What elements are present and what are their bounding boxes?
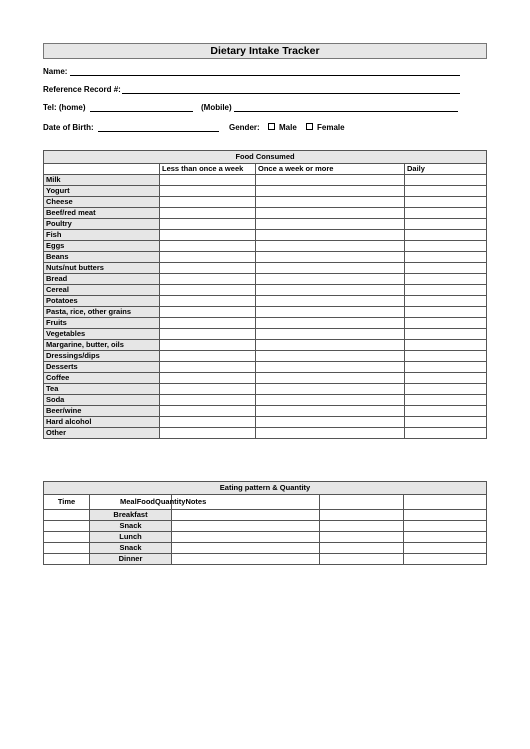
frequency-cell[interactable] — [160, 252, 256, 263]
frequency-cell[interactable] — [160, 208, 256, 219]
female-label: Female — [317, 123, 345, 132]
frequency-cell[interactable] — [405, 186, 487, 197]
food-row-label: Eggs — [44, 241, 160, 252]
frequency-cell[interactable] — [405, 252, 487, 263]
meal-food-quantity-notes-header — [90, 495, 207, 510]
frequency-cell[interactable] — [256, 428, 405, 439]
frequency-cell[interactable] — [160, 417, 256, 428]
column-header: Daily — [405, 164, 487, 175]
frequency-cell[interactable] — [405, 230, 487, 241]
table-row — [44, 252, 487, 263]
mobile-label: (Mobile) — [201, 103, 232, 112]
frequency-cell[interactable] — [405, 208, 487, 219]
column-header: Food — [136, 497, 156, 506]
frequency-cell[interactable] — [256, 197, 405, 208]
food-row-label: Milk — [44, 175, 160, 186]
table-row — [44, 417, 487, 428]
food-row-label: Yogurt — [44, 186, 160, 197]
frequency-cell[interactable] — [160, 329, 256, 340]
table-row — [44, 532, 487, 543]
frequency-cell[interactable] — [256, 351, 405, 362]
reference-label: Reference Record #: — [43, 85, 121, 94]
time-cell[interactable] — [44, 554, 90, 565]
food-row-label: Fruits — [44, 318, 160, 329]
table-row — [44, 510, 487, 521]
table-row — [44, 186, 487, 197]
food-row-label: Vegetables — [44, 329, 160, 340]
frequency-cell[interactable] — [160, 406, 256, 417]
table-row — [44, 373, 487, 384]
female-option[interactable] — [306, 123, 345, 133]
frequency-cell[interactable] — [160, 263, 256, 274]
frequency-cell[interactable] — [256, 417, 405, 428]
food-row-label: Beans — [44, 252, 160, 263]
entry-cell[interactable] — [320, 554, 404, 565]
frequency-cell[interactable] — [256, 373, 405, 384]
food-row-label: Beer/wine — [44, 406, 160, 417]
eating-pattern-table — [43, 481, 487, 565]
frequency-cell[interactable] — [160, 230, 256, 241]
frequency-cell[interactable] — [405, 285, 487, 296]
frequency-cell[interactable] — [160, 340, 256, 351]
column-header: Once a week or more — [256, 164, 405, 175]
frequency-cell[interactable] — [405, 329, 487, 340]
frequency-cell[interactable] — [160, 362, 256, 373]
tel-home-field[interactable] — [90, 111, 193, 112]
header-blank — [320, 495, 404, 510]
meal-label: Snack — [90, 543, 172, 554]
food-row-label: Fish — [44, 230, 160, 241]
frequency-cell[interactable] — [405, 274, 487, 285]
frequency-cell[interactable] — [405, 395, 487, 406]
food-row-label: Pasta, rice, other grains — [44, 307, 160, 318]
entry-cell[interactable] — [172, 554, 320, 565]
frequency-cell[interactable] — [160, 241, 256, 252]
entry-cell[interactable] — [172, 510, 320, 521]
table-row — [44, 219, 487, 230]
frequency-cell[interactable] — [405, 417, 487, 428]
table-row — [44, 285, 487, 296]
table-row — [44, 362, 487, 373]
table-row — [44, 406, 487, 417]
frequency-cell[interactable] — [160, 175, 256, 186]
table-row — [44, 351, 487, 362]
entry-cell[interactable] — [320, 543, 404, 554]
table-row — [44, 296, 487, 307]
dob-field[interactable] — [98, 131, 219, 132]
table-row — [44, 208, 487, 219]
entry-cell[interactable] — [172, 543, 320, 554]
food-row-label: Beef/red meat — [44, 208, 160, 219]
frequency-cell[interactable] — [405, 318, 487, 329]
frequency-cell[interactable] — [256, 329, 405, 340]
entry-cell[interactable] — [172, 532, 320, 543]
table-row — [44, 318, 487, 329]
frequency-cell[interactable] — [160, 197, 256, 208]
frequency-cell[interactable] — [256, 252, 405, 263]
frequency-cell[interactable] — [256, 318, 405, 329]
table-row — [44, 543, 487, 554]
column-header: Time — [44, 495, 90, 510]
food-table-caption: Food Consumed — [44, 151, 487, 164]
food-row-label: Cheese — [44, 197, 160, 208]
frequency-cell[interactable] — [405, 373, 487, 384]
entry-cell[interactable] — [320, 521, 404, 532]
entry-cell[interactable] — [404, 510, 487, 521]
frequency-cell[interactable] — [160, 186, 256, 197]
food-row-label: Coffee — [44, 373, 160, 384]
table-row — [44, 428, 487, 439]
frequency-cell[interactable] — [160, 219, 256, 230]
frequency-cell[interactable] — [256, 208, 405, 219]
frequency-cell[interactable] — [160, 307, 256, 318]
table-row — [44, 554, 487, 565]
frequency-cell[interactable] — [256, 241, 405, 252]
frequency-cell[interactable] — [160, 285, 256, 296]
frequency-cell[interactable] — [160, 351, 256, 362]
female-checkbox-icon[interactable] — [306, 123, 313, 130]
frequency-cell[interactable] — [256, 230, 405, 241]
frequency-cell[interactable] — [160, 296, 256, 307]
eating-table-caption: Eating pattern & Quantity — [44, 482, 487, 495]
table-row — [44, 329, 487, 340]
tel-home-label: Tel: (home) — [43, 103, 86, 112]
food-row-label: Dressings/dips — [44, 351, 160, 362]
food-row-label: Other — [44, 428, 160, 439]
meal-label: Dinner — [90, 554, 172, 565]
table-row — [44, 307, 487, 318]
table-row — [44, 274, 487, 285]
frequency-cell[interactable] — [405, 362, 487, 373]
header-blank — [404, 495, 487, 510]
meal-label: Lunch — [90, 532, 172, 543]
male-label: Male — [279, 123, 297, 132]
food-row-label: Tea — [44, 384, 160, 395]
frequency-cell[interactable] — [256, 384, 405, 395]
male-checkbox-icon[interactable] — [268, 123, 275, 130]
frequency-cell[interactable] — [160, 318, 256, 329]
column-header: Notes — [185, 497, 207, 506]
food-row-label: Nuts/nut butters — [44, 263, 160, 274]
entry-cell[interactable] — [404, 532, 487, 543]
frequency-cell[interactable] — [256, 219, 405, 230]
frequency-cell[interactable] — [160, 384, 256, 395]
frequency-cell[interactable] — [405, 263, 487, 274]
table-row — [44, 230, 487, 241]
column-header: Meal — [120, 497, 137, 506]
frequency-cell[interactable] — [405, 384, 487, 395]
male-option[interactable] — [268, 123, 297, 133]
meal-label: Snack — [90, 521, 172, 532]
column-header: Less than once a week — [160, 164, 256, 175]
food-row-label: Soda — [44, 395, 160, 406]
name-field[interactable] — [70, 75, 460, 76]
entry-cell[interactable] — [404, 543, 487, 554]
food-row-label: Margarine, butter, oils — [44, 340, 160, 351]
frequency-cell[interactable] — [256, 395, 405, 406]
frequency-cell[interactable] — [256, 362, 405, 373]
food-row-label: Poultry — [44, 219, 160, 230]
frequency-cell[interactable] — [256, 340, 405, 351]
table-row — [44, 395, 487, 406]
frequency-cell[interactable] — [256, 285, 405, 296]
time-cell[interactable] — [44, 521, 90, 532]
dob-label: Date of Birth: — [43, 123, 94, 132]
name-label: Name: — [43, 67, 68, 76]
food-header-blank — [44, 164, 160, 175]
entry-cell[interactable] — [320, 532, 404, 543]
frequency-cell[interactable] — [160, 428, 256, 439]
food-row-label: Hard alcohol — [44, 417, 160, 428]
frequency-cell[interactable] — [256, 274, 405, 285]
frequency-cell[interactable] — [405, 340, 487, 351]
table-row — [44, 175, 487, 186]
frequency-cell[interactable] — [256, 186, 405, 197]
frequency-cell[interactable] — [160, 395, 256, 406]
frequency-cell[interactable] — [405, 307, 487, 318]
entry-cell[interactable] — [404, 521, 487, 532]
time-cell[interactable] — [44, 510, 90, 521]
food-row-label: Bread — [44, 274, 160, 285]
table-row — [44, 241, 487, 252]
food-row-label: Desserts — [44, 362, 160, 373]
entry-cell[interactable] — [320, 510, 404, 521]
frequency-cell[interactable] — [405, 241, 487, 252]
mobile-field[interactable] — [234, 111, 458, 112]
table-row — [44, 384, 487, 395]
entry-cell[interactable] — [404, 554, 487, 565]
gender-label: Gender: — [229, 123, 260, 132]
frequency-cell[interactable] — [405, 219, 487, 230]
table-row — [44, 197, 487, 208]
reference-field[interactable] — [122, 93, 460, 94]
food-row-label: Potatoes — [44, 296, 160, 307]
frequency-cell[interactable] — [256, 296, 405, 307]
frequency-cell[interactable] — [405, 197, 487, 208]
frequency-cell[interactable] — [160, 274, 256, 285]
meal-label: Breakfast — [90, 510, 172, 521]
frequency-cell[interactable] — [160, 373, 256, 384]
page-title: Dietary Intake Tracker — [43, 43, 487, 59]
frequency-cell[interactable] — [405, 175, 487, 186]
table-row — [44, 340, 487, 351]
food-row-label: Cereal — [44, 285, 160, 296]
column-header: Quantity — [155, 497, 186, 506]
frequency-cell[interactable] — [405, 428, 487, 439]
time-cell[interactable] — [44, 543, 90, 554]
frequency-cell[interactable] — [256, 263, 405, 274]
frequency-cell[interactable] — [405, 296, 487, 307]
table-row — [44, 521, 487, 532]
table-row — [44, 263, 487, 274]
food-consumed-table — [43, 150, 487, 439]
frequency-cell[interactable] — [405, 351, 487, 362]
frequency-cell[interactable] — [256, 307, 405, 318]
frequency-cell[interactable] — [405, 406, 487, 417]
entry-cell[interactable] — [172, 521, 320, 532]
frequency-cell[interactable] — [256, 175, 405, 186]
time-cell[interactable] — [44, 532, 90, 543]
frequency-cell[interactable] — [256, 406, 405, 417]
